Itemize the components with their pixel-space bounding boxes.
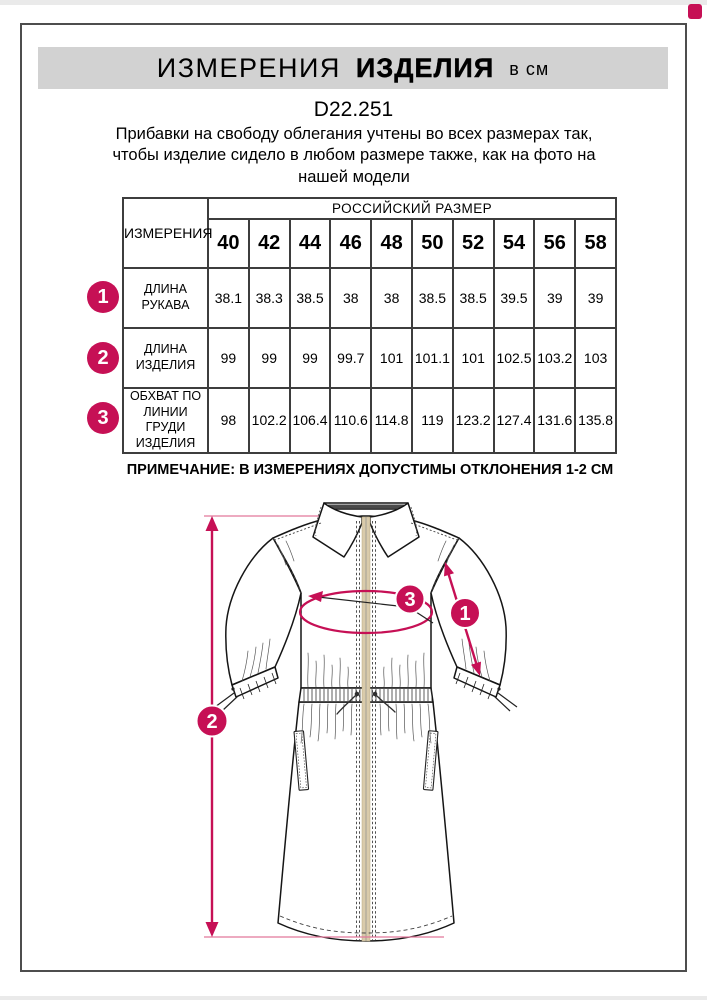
size-header-cell: 52: [453, 219, 494, 268]
measure-value: 135.8: [575, 388, 616, 453]
measure-value: 101: [453, 328, 494, 388]
callout-3: [87, 402, 119, 434]
measurements-column-header: ИЗМЕРЕНИЯ: [123, 198, 208, 268]
callout-3-num: 3: [97, 406, 109, 429]
callout-2: [87, 342, 119, 374]
units-label: в см: [509, 59, 550, 79]
measure-value: 127.4: [494, 388, 535, 453]
measure-value: 38.5: [290, 268, 331, 328]
size-header-cell: 42: [249, 219, 290, 268]
measure-value: 39.5: [494, 268, 535, 328]
measure-value: 38.1: [208, 268, 249, 328]
measure-value: 123.2: [453, 388, 494, 453]
measure-value: 110.6: [330, 388, 371, 453]
size-table-body: [123, 198, 616, 453]
callout-1-num: 1: [97, 285, 109, 308]
callout-2-num: 2: [97, 346, 109, 369]
size-header-cell: 50: [412, 219, 453, 268]
size-table: [122, 197, 617, 454]
diagram-callout-3: 3: [404, 589, 416, 611]
measure-value: 102.5: [494, 328, 535, 388]
page-title-bold: ИЗДЕЛИЯ: [355, 52, 495, 83]
size-header-cell: 58: [575, 219, 616, 268]
measure-value: 99: [208, 328, 249, 388]
intro-text: Прибавки на свободу облегания учтены во всех размерах так, чтобы изделие сидело в любом размере также, как на фото на нашей модели: [112, 125, 596, 186]
diagram-callout-2: 2: [206, 711, 218, 733]
measure-value: 114.8: [371, 388, 412, 453]
measure-value: 103.2: [534, 328, 575, 388]
measure-row: [123, 268, 616, 328]
size-header-cell: 56: [534, 219, 575, 268]
group-header-row: [123, 198, 616, 219]
measure-value: 38.5: [412, 268, 453, 328]
callout-1: [87, 281, 119, 313]
header-bar: [38, 47, 668, 89]
measure-row: [123, 388, 616, 453]
screen-bottom-edge: [0, 996, 707, 1000]
measure-value: 106.4: [290, 388, 331, 453]
size-header-cell: 40: [208, 219, 249, 268]
russian-size-header: РОССИЙСКИЙ РАЗМЕР: [208, 198, 616, 219]
garment-diagram: [170, 495, 540, 945]
measure-value: 38: [371, 268, 412, 328]
size-header-cell: 48: [371, 219, 412, 268]
size-header-cell: 54: [494, 219, 535, 268]
measure-value: 101: [371, 328, 412, 388]
measure-value: 39: [534, 268, 575, 328]
note-text: ПРИМЕЧАНИЕ: В ИЗМЕРЕНИЯХ ДОПУСТИМЫ ОТКЛОНЕНИЯ 1-2 СМ: [126, 462, 614, 478]
measure-value: 99.7: [330, 328, 371, 388]
size-header-cell: 44: [290, 219, 331, 268]
measure-value: 101.1: [412, 328, 453, 388]
measure-value: 103: [575, 328, 616, 388]
article-number: D22.251: [313, 98, 394, 121]
measure-value: 38: [330, 268, 371, 328]
measure-value: 131.6: [534, 388, 575, 453]
measure-value: 102.2: [249, 388, 290, 453]
measure-value: 119: [412, 388, 453, 453]
measure-value: 38.3: [249, 268, 290, 328]
measure-label: ОБХВАТ ПО ЛИНИИ ГРУДИ ИЗДЕЛИЯ: [123, 388, 208, 453]
page-title: ИЗМЕРЕНИЯ: [156, 52, 341, 83]
corner-badge: [688, 4, 702, 19]
measure-label: ДЛИНА РУКАВА: [123, 268, 208, 328]
measure-value: 39: [575, 268, 616, 328]
measure-value: 99: [249, 328, 290, 388]
measure-value: 98: [208, 388, 249, 453]
size-header-cell: 46: [330, 219, 371, 268]
measure-row: [123, 328, 616, 388]
measure-value: 99: [290, 328, 331, 388]
screen-top-edge: [0, 0, 707, 5]
measure-label: ДЛИНА ИЗДЕЛИЯ: [123, 328, 208, 388]
diagram-callout-1: 1: [459, 603, 471, 625]
measure-value: 38.5: [453, 268, 494, 328]
